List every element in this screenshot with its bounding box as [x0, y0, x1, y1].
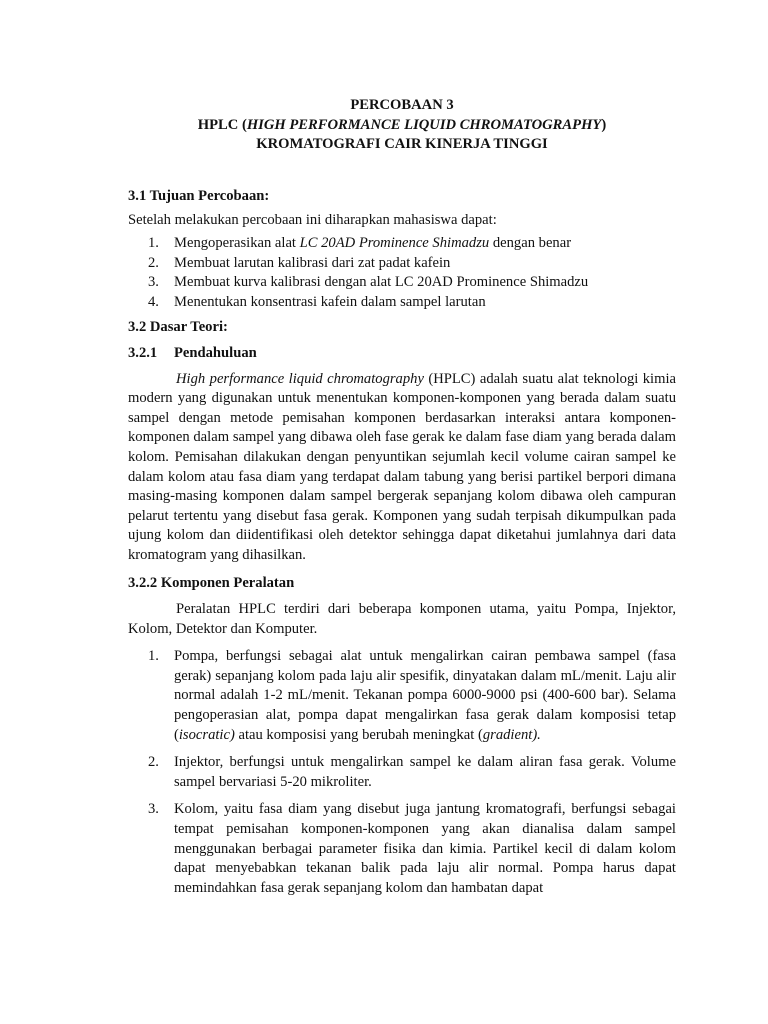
section-3-2-2-heading: 3.2.2 Komponen Peralatan	[128, 575, 295, 592]
list-item	[128, 800, 676, 898]
list-text: Membuat larutan kalibrasi dari zat padat kafein	[174, 254, 451, 271]
list-number: 3.	[148, 801, 159, 818]
list-text: dengan benar	[489, 234, 572, 251]
title-line-2-italic: HIGH PERFORMANCE LIQUID CHROMATOGRAPHY	[246, 116, 602, 133]
list-number: 1.	[148, 648, 159, 665]
list-item	[128, 293, 676, 313]
list-number: 2.	[148, 254, 159, 271]
introduction-paragraph	[128, 370, 676, 566]
section-3-1-heading: 3.1 Tujuan Percobaan:	[128, 187, 270, 204]
components-intro: Peralatan HPLC terdiri dari beberapa komponen utama, yaitu Pompa, Injektor, Kolom, Detektor dan Komputer.	[128, 601, 676, 637]
title-line-2-post: )	[601, 116, 607, 133]
list-text: Menentukan konsentrasi kafein dalam sampel larutan	[174, 293, 486, 310]
list-text: Membuat kurva kalibrasi dengan alat LC 20AD Prominence Shimadzu	[174, 274, 589, 291]
section-3-1-intro: Setelah melakukan percobaan ini diharapkan mahasiswa dapat:	[128, 212, 497, 229]
list-number: 2.	[148, 754, 159, 771]
paragraph-italic-lead: High performance liquid chromatography	[176, 370, 424, 387]
title-line-1: PERCOBAAN 3	[350, 97, 454, 113]
list-item	[128, 234, 676, 254]
document-content	[128, 96, 676, 898]
section-number: 3.2.1	[128, 344, 158, 361]
list-item	[128, 647, 676, 745]
list-item	[128, 273, 676, 293]
title-line-3: KROMATOGRAFI CAIR KINERJA TINGGI	[256, 136, 548, 153]
list-item	[128, 753, 676, 792]
title-line-2	[128, 116, 676, 136]
section-title: Pendahuluan	[174, 344, 257, 361]
list-text: Injektor, berfungsi untuk mengalirkan sampel ke dalam aliran fasa gerak. Volume sampel bervariasi 5-20 mikroliter.	[174, 754, 676, 790]
list-text: atau komposisi yang berubah meningkat (	[234, 726, 483, 743]
list-text-italic: LC 20AD Prominence Shimadzu	[299, 234, 490, 251]
section-3-2-heading: 3.2 Dasar Teori:	[128, 319, 228, 336]
list-text-italic: gradient).	[482, 726, 541, 743]
objectives-list	[128, 234, 676, 312]
list-item	[128, 254, 676, 274]
paragraph-body: (HPLC) adalah suatu alat teknologi kimia modern yang digunakan untuk menentukan komponen-komponen yang berada dalam suatu sampel dengan metode pemisahan komponen berdasarkan interaksi antara komponen-komponen dalam sampel yang dibawa oleh fase gerak ke dalam fase diam yang berada dalam kolom. Pemisahan dilakukan dengan penyuntikan sejumlah kecil volume cairan sampel ke dalam kolom atau fasa diam yang terdapat dalam tabung yang berisi partikel berpori dimana masing-masing komponen dalam sampel bergerak sepanjang kolom dibawa oleh campuran pelarut tertentu yang disebut fasa gerak. Komponen yang sudah terpisah dikumpulkan pada ujung kolom dan diidentifikasi oleh detektor sehingga dapat diketahui jumlahnya dari data kromatogram yang dihasilkan.	[128, 370, 676, 563]
list-text-italic: isocratic)	[178, 726, 235, 743]
list-text: Pompa, berfungsi sebagai alat untuk mengalirkan cairan pembawa sampel (fasa gerak) sepanjang kolom pada laju alir spesifik, dinyatakan dalam mL/menit. Laju alir normal adalah 1-2 mL/menit. Tekanan pompa 6000-9000 psi (400-600 bar). Selama pengoperasian alat, pompa dapat mengalirkan fasa gerak dalam komposisi tetap (	[174, 648, 676, 743]
list-number: 3.	[148, 274, 159, 291]
list-text: Mengoperasikan alat	[174, 234, 300, 251]
list-number: 1.	[148, 234, 159, 251]
title-line-2-pre: HPLC (	[197, 116, 247, 133]
section-3-2-1-heading	[128, 344, 676, 364]
list-number: 4.	[148, 293, 159, 310]
components-list	[128, 647, 676, 898]
list-text: Kolom, yaitu fasa diam yang disebut juga jantung kromatografi, berfungsi sebagai tempat pemisahan komponen-komponen yang akan dianalisa dalam sampel menggunakan berbagai parameter fisika dan kimia. Partikel kecil di dalam kolom dapat menyebabkan tekanan balik pada laju alir normal. Pompa harus dapat memindahkan fasa gerak sepanjang kolom dan hambatan dapat	[174, 801, 676, 896]
